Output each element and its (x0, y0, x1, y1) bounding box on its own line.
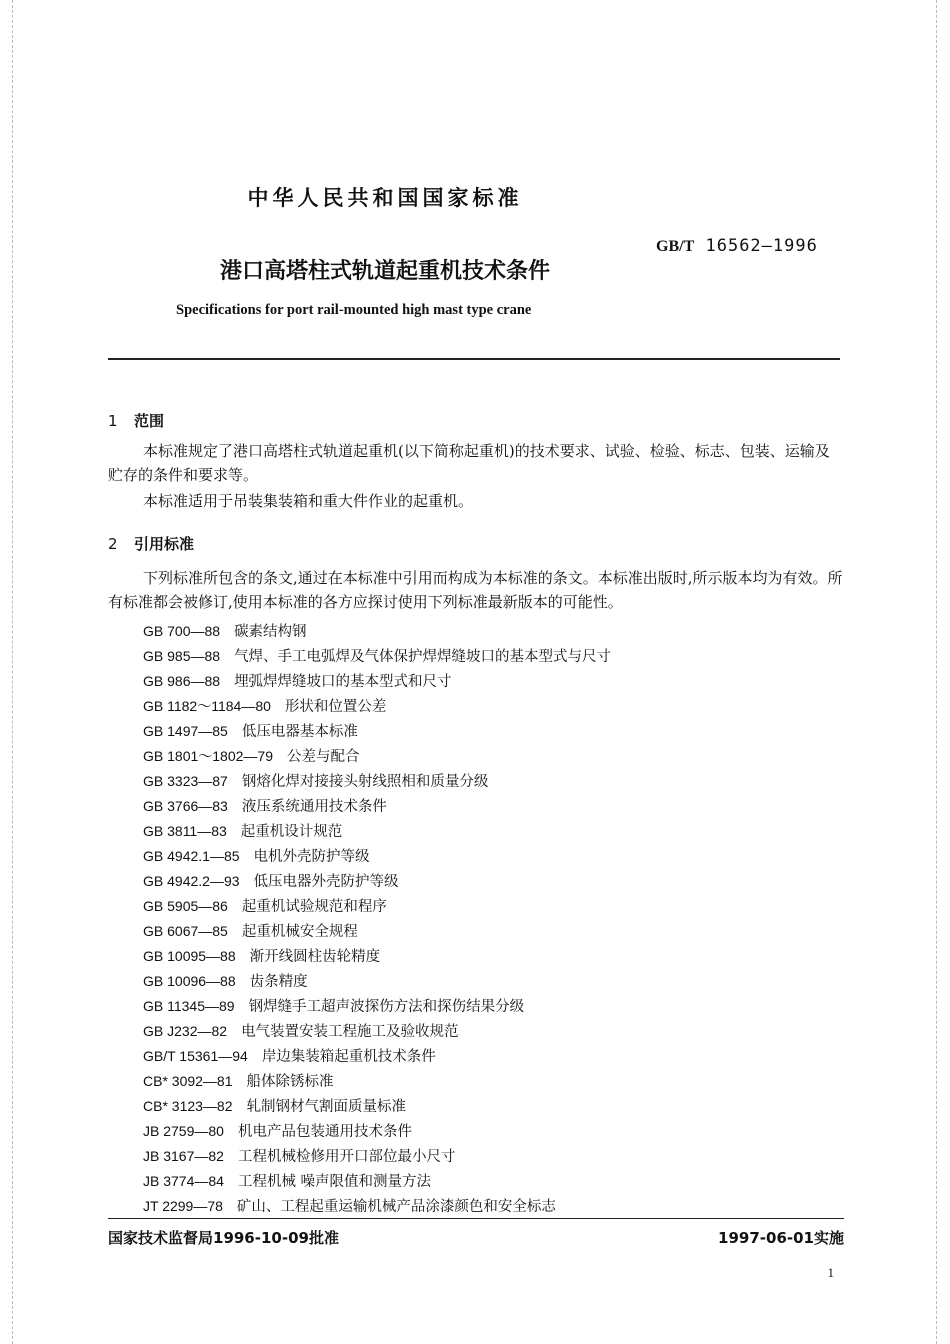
reference-item (143, 1069, 843, 1094)
reference-code: GB 11345—89 (143, 998, 235, 1014)
reference-item (143, 644, 843, 669)
scan-edge-right (936, 0, 937, 1344)
reference-title: 工程机械检修用开口部位最小尺寸 (237, 1149, 456, 1165)
reference-code: GB 700—88 (143, 623, 221, 639)
section-1-paragraph-2: 本标准适用于吊装集装箱和重大件作业的起重机。 (143, 492, 474, 510)
standard-code-number: 16562—1996 (705, 236, 818, 256)
reference-item (143, 894, 843, 919)
document-title-english: Specifications for port rail-mounted high mast type crane (176, 302, 532, 318)
reference-code: GB 1801～1802—79 (143, 748, 273, 764)
reference-code: GB 5905—86 (143, 898, 228, 914)
reference-title: 齿条精度 (249, 974, 308, 990)
reference-title: 电气装置安装工程施工及验收规范 (241, 1024, 459, 1040)
reference-item (143, 794, 843, 819)
reference-code: JB 3774—84 (143, 1173, 224, 1189)
standard-code-prefix: GB/T (656, 238, 695, 255)
reference-title: 起重机械安全规程 (241, 924, 358, 940)
reference-code: GB 1497—85 (143, 723, 228, 739)
implementation-date: 1997-06-01实施 (718, 1229, 844, 1247)
reference-title: 形状和位置公差 (284, 699, 387, 715)
reference-code: JT 2299—78 (143, 1198, 223, 1214)
reference-title: 钢熔化焊对接接头射线照相和质量分级 (241, 774, 489, 790)
reference-title: 碳素结构钢 (234, 624, 307, 640)
reference-title: 船体除锈标准 (246, 1074, 334, 1090)
reference-item (143, 619, 843, 644)
reference-title: 电机外壳防护等级 (253, 849, 370, 865)
reference-item (143, 744, 843, 769)
reference-title: 埋弧焊焊缝坡口的基本型式和尺寸 (234, 674, 452, 690)
reference-code: GB/T 15361—94 (143, 1048, 248, 1064)
reference-item (143, 969, 843, 994)
reference-code: GB 10095—88 (143, 948, 236, 964)
reference-code: GB 3766—83 (143, 798, 228, 814)
reference-item (143, 1019, 843, 1044)
page-number: 1 (827, 1265, 834, 1280)
reference-item (143, 1169, 843, 1194)
section-2-heading (108, 533, 194, 554)
reference-title: 岸边集装箱起重机技术条件 (261, 1049, 436, 1065)
reference-item (143, 1094, 843, 1119)
reference-code: GB 3811—83 (143, 823, 227, 839)
reference-title: 气焊、手工电弧焊及气体保护焊焊缝坡口的基本型式与尺寸 (234, 649, 612, 665)
section-1-paragraph-1: 本标准规定了港口高塔柱式轨道起重机(以下简称起重机)的技术要求、试验、检验、标志、包装、运输及贮存的条件和要求等。 (108, 442, 830, 484)
reference-list (143, 619, 843, 1219)
standard-code (656, 236, 818, 256)
reference-code: GB 4942.1—85 (143, 848, 240, 864)
reference-code: GB 3323—87 (143, 773, 228, 789)
reference-code: GB 4942.2—93 (143, 873, 240, 889)
reference-item (143, 919, 843, 944)
reference-code: GB 1182～1184—80 (143, 698, 271, 714)
reference-title: 钢焊缝手工超声波探伤方法和探伤结果分级 (248, 999, 525, 1015)
reference-item (143, 694, 843, 719)
reference-code: GB 10096—88 (143, 973, 236, 989)
reference-title: 公差与配合 (286, 749, 360, 765)
reference-code: GB 985—88 (143, 648, 221, 664)
reference-item (143, 1044, 843, 1069)
reference-item (143, 1144, 843, 1169)
reference-title: 轧制钢材气割面质量标准 (246, 1099, 407, 1115)
reference-title: 矿山、工程起重运输机械产品涂漆颜色和安全标志 (236, 1199, 556, 1215)
reference-title: 低压电器基本标准 (241, 724, 358, 740)
section-1-title: 范围 (134, 412, 165, 430)
national-standard-heading: 中华人民共和国国家标准 (247, 186, 523, 210)
reference-item (143, 719, 843, 744)
reference-title: 低压电器外壳防护等级 (253, 874, 399, 890)
reference-item (143, 669, 843, 694)
reference-title: 起重机设计规范 (240, 824, 343, 840)
reference-title: 起重机试验规范和程序 (241, 899, 387, 915)
section-2-paragraph: 下列标准所包含的条文,通过在本标准中引用而构成为本标准的条文。本标准出版时,所示版本均为有效。所有标准都会被修订,使用本标准的各方应探讨使用下列标准最新版本的可能性。 (108, 569, 843, 611)
reference-item (143, 1119, 843, 1144)
section-2-title: 引用标准 (134, 535, 195, 553)
reference-code: JB 3167—82 (143, 1148, 224, 1164)
reference-code: GB 6067—85 (143, 923, 228, 939)
reference-title: 工程机械 噪声限值和测量方法 (237, 1174, 432, 1190)
reference-title: 机电产品包装通用技术条件 (237, 1124, 412, 1140)
reference-code: CB* 3123—82 (143, 1098, 233, 1114)
header-divider (108, 358, 840, 360)
reference-item (143, 819, 843, 844)
reference-item (143, 994, 843, 1019)
reference-item (143, 869, 843, 894)
reference-item (143, 844, 843, 869)
reference-item (143, 1194, 843, 1219)
reference-code: JB 2759—80 (143, 1123, 224, 1139)
reference-item (143, 944, 843, 969)
reference-code: GB J232—82 (143, 1023, 228, 1039)
reference-code: GB 986—88 (143, 673, 221, 689)
section-1-number: 1 (108, 412, 118, 430)
reference-item (143, 769, 843, 794)
reference-title: 渐开线圆柱齿轮精度 (249, 949, 381, 965)
footer-divider (108, 1218, 844, 1219)
reference-title: 液压系统通用技术条件 (241, 799, 387, 815)
document-title-chinese: 港口高塔柱式轨道起重机技术条件 (219, 259, 550, 284)
section-1-heading (108, 410, 164, 431)
reference-code: CB* 3092—81 (143, 1073, 233, 1089)
section-2-number: 2 (108, 535, 118, 553)
approval-statement: 国家技术监督局1996-10-09批准 (108, 1229, 339, 1247)
